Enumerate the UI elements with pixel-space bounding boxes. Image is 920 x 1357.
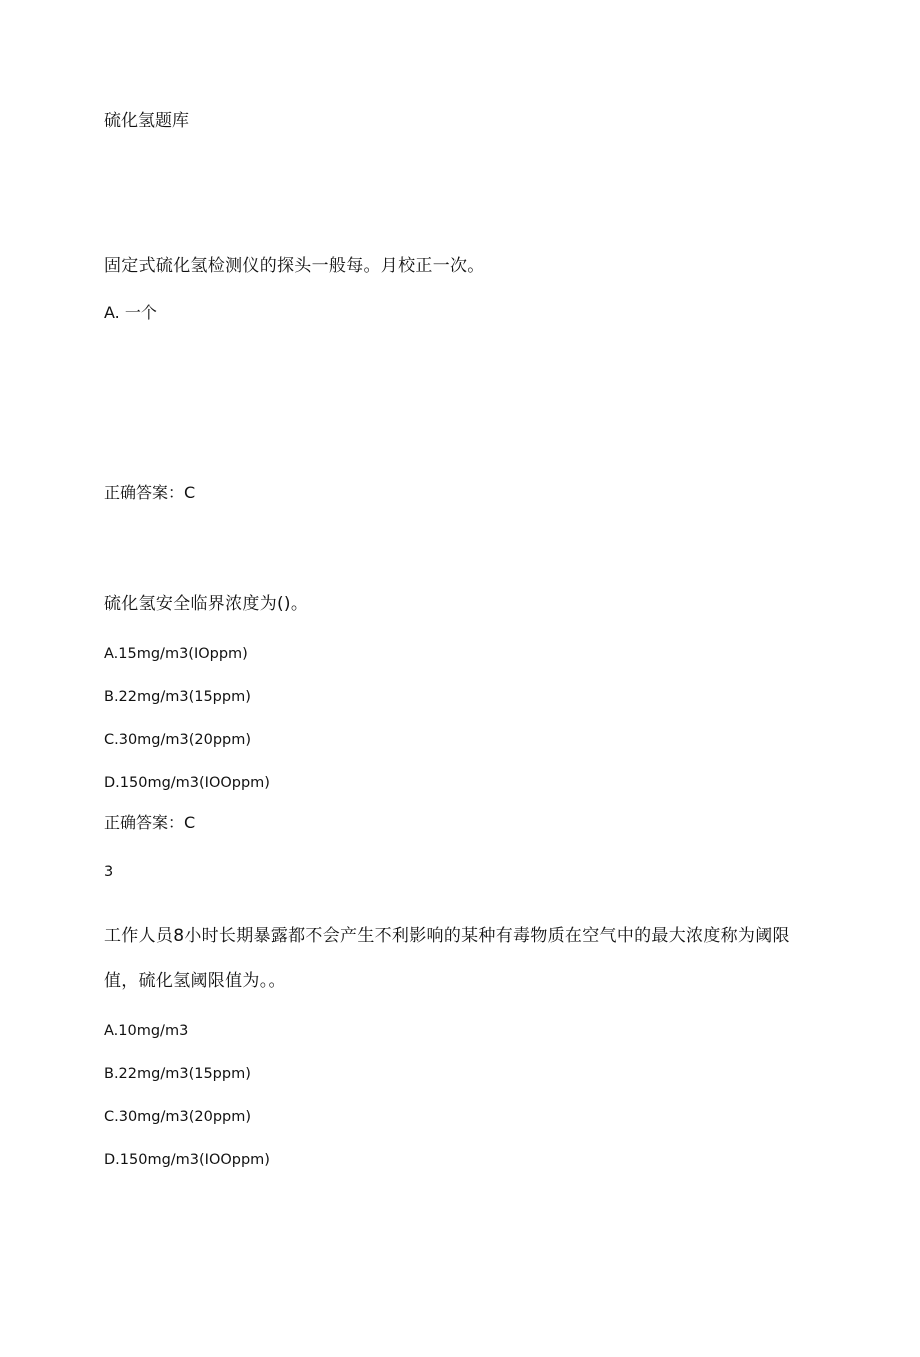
question-3-text-line-1: 工作人员8小时长期暴露都不会产生不利影响的某种有毒物质在空气中的最大浓度称为阈限 [104,926,790,946]
question-2-option-a: A.15mg∕m3(IOppm) [104,646,248,662]
question-3-option-c: C.30mg∕m3(20ppm) [104,1109,252,1125]
question-3-option-b: B.22mg∕m3(15ppm) [104,1066,251,1082]
question-2-answer: 正确答案：C [104,813,196,832]
question-1-text: 固定式硫化氢检测仪的探头一般每。月校正一次。 [104,256,485,276]
question-2-option-d: D.150mg∕m3(IOOppm) [104,775,270,791]
question-3-text-line-2: 值，硫化氢阈限值为。。 [104,971,286,991]
question-1-answer: 正确答案：C [104,483,196,502]
question-2-text: 硫化氢安全临界浓度为()。 [104,594,309,614]
document-title: 硫化氢题库 [104,111,189,131]
question-1-option-a: A. 一个 [104,303,157,322]
question-3-number: 3 [104,864,114,880]
question-2-option-c: C.30mg∕m3(20ppm) [104,732,252,748]
question-3-option-a: A.10mg∕m3 [104,1023,189,1039]
question-2-option-b: B.22mg∕m3(15ppm) [104,689,251,705]
question-3-option-d: D.150mg∕m3(IOOppm) [104,1152,270,1168]
